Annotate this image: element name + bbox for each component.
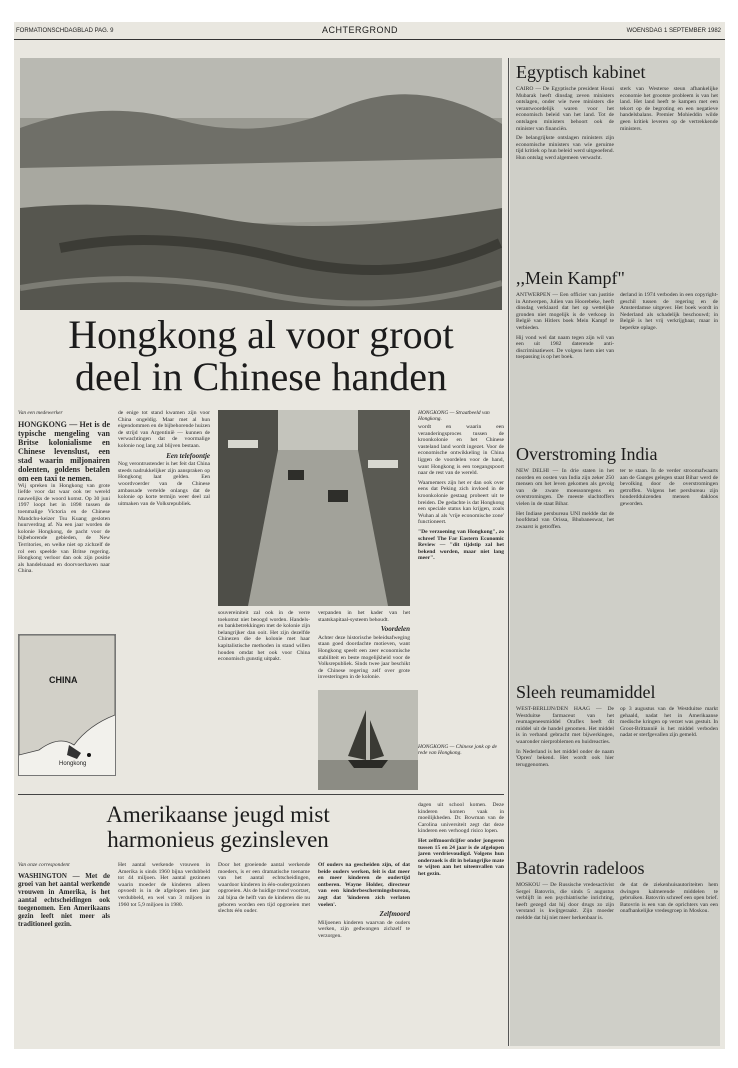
- amerika-lead: WASHINGTON — Met de groei van het aantal werkende vrouwen in Amerika, is het aantal echtscheidingen ook toegenomen. Een Amerikaans gezin leeft niet meer als traditioneel gezin.: [18, 871, 110, 928]
- india-col2-text: ter te staan. In de verder stroomafwaarts aan de Ganges gelegen staat Bihar werd de bevolking door de overstromingen getroffen. Volgens het persbureau zijn honderdduizenden mensen dakloos geworden.: [620, 468, 718, 507]
- hongkong-byline: Van een medewerker: [18, 410, 63, 416]
- egypte-col1b-text: De belangrijkste ontslagen ministers zijn economische ministers van wie geruime tijd kritiek op hun beleid werd uitgeoefend. Hun ontslag werd algemeen verwacht.: [516, 135, 614, 161]
- batovrin-col1-text: MOSKOU — De Russische vredesactivist Sergei Batovrin, die sinds 5 augustus verblijft in een psychiatrische inrichting, heeft gezegd dat hij door drugs zo zijn verstand is kwijtgeraakt. Zijn moeder meldde dat hij niet meer herkenbaar is.: [516, 882, 614, 921]
- amerika-column-5: [418, 802, 504, 1046]
- subhead-zelfmoord: Zelfmoord: [379, 910, 410, 919]
- sidebar-divider: [508, 58, 509, 1046]
- batovrin-column-2: [620, 882, 718, 1042]
- amerika-col3b-text: Miljoenen kinderen waarvan de ouders werken, zijn gedwongen zichzelf te verzorgen.: [318, 919, 410, 939]
- amerika-column-3: [218, 862, 310, 1046]
- hongkong-column-3: [218, 610, 310, 790]
- hongkong-col5b-text: Waarnemers zijn het er dan ook over eens dat Peking zich invloed in de kroonkolonie gestaag probeert uit te breiden. De gedachte is dat Hongkong een speciale status kan krijgen, zoals Wuhan al als 'vrije economische zone' functioneert.: [418, 479, 504, 526]
- amerika-col2-text: Door het groeiende aantal werkende moeders, is er een dramatische toename van het aantal echtscheidingen, waardoor kinderen in één-oudergezinnen opgroeien. Als de huidige trend voortzet, zal bijna de helft van de kinderen die nu geboren worden een tijd opgroeien met slechts één ouder.: [218, 862, 310, 915]
- hongkong-panorama-photo: [20, 58, 502, 310]
- hongkong-col2-text: de enige tot stand kwamen zijn voor China ongeldig. Maar met al hun eigendommen en de bijbehorende huizen de strijd van Argentinië — kunnen de verwachtingen dat de voormalige kolonie nog lang zal blijven bestaan.: [118, 410, 210, 449]
- subhead-telefoontje: Een telefoontje: [166, 451, 210, 460]
- amerika-byline: Van onze correspondent: [18, 862, 70, 868]
- mein-kampf-col1-text: ANTWERPEN — Een officier van justitie in Antwerpen, Julien van Hoorebeke, heeft dinsdag verklaard dat het op wettelijke gronden niet mogelijk is de verkoop in België van Hitlers boek Mein Kampf te verbieden.: [516, 292, 614, 331]
- india-column-1: [516, 468, 614, 678]
- header-rule: [14, 39, 725, 40]
- map-label-hongkong: Hongkong: [59, 761, 87, 767]
- egypte-column-1: [516, 86, 614, 266]
- india-column-2: [620, 468, 718, 678]
- batovrin-headline: Batovrin radeloos: [516, 858, 645, 878]
- mein-kampf-column-1: [516, 292, 614, 442]
- hongkong-col5-text: wordt en waarin een veranderingsproces tussen de kroonkolonie en het Chinese vasteland land wordt ingezet. Voor de economische ontwikkeling in China liggen de voordelen voor de hand, want Hongkong is een toegangspoort naar de rest van de wereld.: [418, 424, 504, 477]
- hongkong-lead: HONGKONG — Het is de typische mengeling van Britse kolonialisme en Chinese levenslust, een stad waarin miljonairen dolenten, goldens betalen om een taxi te nemen.: [18, 419, 110, 483]
- amerika-col4-text: dagen uit school komen. Deze kinderen komen vaak in moeilijkheden. Dr. Bowman van de Carolina universiteit zegt dat deze kinderen een verhoogd risico lopen.: [418, 802, 504, 835]
- egypte-column-2: [620, 86, 718, 266]
- mein-kampf-column-2: [620, 292, 718, 442]
- sleeh-headline: Sleeh reumamiddel: [516, 682, 656, 702]
- amerika-headline-line2: harmonieus gezinsleven: [107, 827, 329, 852]
- mein-kampf-col1b-text: Hij vond wel dat naam tegen zijn wil van een uit 1982 daterende anti-discriminatiewet. De volgens hem niet van toepassing is op het boek.: [516, 334, 614, 361]
- sleeh-col1-text: WEST-BERLIJN/DEN HAAG — De Westduitse farmaceut van het reumageneesmiddel Oraflex heeft dit middel uit de handel genomen. Het middel is in verband gebracht met bijwerkingen, waaronder nierproblemen en huidreacties.: [516, 706, 614, 745]
- amerika-col1-text: Het aantal werkende vrouwen in Amerika is sinds 1960 bijna verdubbeld tot 44 miljoen. Het aantal gezinnen waarin moeder de kinderen alleen opvoedt is in de afgelopen tien jaar verdubbeld, en wel van 3 miljoen in 1960 tot 5,9 miljoen in 1980.: [118, 862, 210, 908]
- sleeh-col2-text: op 3 augustus van de Westduitse markt gehaald, nadat het in Amerikaanse medische kringen op verzet was gestuit. In Groot-Brittannië is het middel verboden nadat er sterfgevallen zijn gemeld.: [620, 706, 718, 739]
- egypte-col2-text: sterk van Westerse steun afhankelijke economie het grootste probleem is van het land. Het land heeft te kampen met een tekort op de begroting en een negatieve handelsbalans. Premier Mohieddin wilde geen kritiek leveren op de vertrekkende ministers.: [620, 86, 718, 132]
- hongkong-column-2: [118, 410, 210, 790]
- junk-photo: [318, 690, 418, 790]
- egypte-col1-text: CAIRO — De Egyptische president Hosni Mubarak heeft dinsdag zeven ministers ontslagen, onder wie twee ministers die verantwoordelijk waren voor het economisch beleid van het land. Tot de ontslagen ministers behoort ook de minister van financiën.: [516, 86, 614, 132]
- street-image: [218, 410, 410, 606]
- egypte-headline: Egyptisch kabinet: [516, 62, 646, 82]
- amerika-column-2: [118, 862, 210, 1046]
- india-col1-text: NEW DELHI — In drie staten in het noorden en oosten van India zijn zeker 250 mensen om het leven gekomen als gevolg van de zware moessonregens en overstromingen. De meeste slachtoffers vielen in de staat Bihar.: [516, 468, 614, 507]
- batovrin-column-1: [516, 882, 614, 1042]
- amerika-column-1: [18, 862, 110, 1046]
- section-title: ACHTERGROND: [322, 25, 399, 35]
- china-map: [18, 634, 116, 776]
- sleeh-column-2: [620, 706, 718, 856]
- hongkong-headline-line1: Hongkong al voor groot: [68, 312, 454, 357]
- hongkong-col3-text: souvereiniteit zal ook in de verre toekomst niet beoogd worden. Handels- en bankbetrekkingen met de kolonie zijn belangrijker dan ooit. Het zijn dezelfde Chinezen die de kolonie met haar kapitalistische methoden in stand willen houden omdat het ook voor China economisch gunstig uitpakt.: [218, 610, 310, 663]
- hongkong-column-5: [418, 424, 504, 740]
- street-photo-caption: HONGKONG — Straatbeeld van Hongkong.: [418, 410, 490, 423]
- hongkong-col4b-text: Achter deze historische beleidsafweging staan goed doordachte motieven, want Hongkong speelt een zeer economische stabiliteit en beste mogelijkheid voor de Volksrepubliek. Sinds twee jaar beschikt de Chinese regering zelf over grote investeringen in de kolonie.: [318, 634, 410, 681]
- section-divider: [18, 794, 504, 795]
- panorama-image: [20, 58, 502, 310]
- junk-image: [318, 690, 418, 790]
- hongkong-col1-text: Wij spreken in Hongkong van grote liefde voor dat waar ook ter wereld nauwelijks de woord komst. Op 30 juni 1997 loopt het in 1898 tussen de toenmalige Victoria en de Chinese Mandchu-keizer Tsu Kuang gesloten huurverdrag af. Na een jaar worden de kolonie Hongkong, de pacht voor de bijbehorende gebieden, de New Territories, en welke niet op zichzelf de rol een speelde van Britse regering. Hongkong verloor dan ook zijn positie als handelsnaad en doorvoerhaven naar China.: [18, 482, 110, 575]
- hongkong-headline: [20, 314, 502, 398]
- junk-photo-caption: HONGKONG — Chinese jonk op de rede van Hongkong.: [418, 744, 497, 757]
- header-date: WOENSDAG 1 SEPTEMBER 1982: [626, 28, 721, 34]
- page-header: [14, 22, 725, 40]
- mein-kampf-col2-text: derland in 1974 verboden in een copyright-geschil tussen de regering en de Amsterdamse uitgever. Het boek wordt in Nederland als schadelijk beschouwd; in België is het vrij verkrijgbaar, maar in beperkte oplage.: [620, 292, 718, 331]
- mein-kampf-headline: ,,Mein Kampf": [516, 268, 625, 288]
- subhead-voordelen: Voordelen: [380, 625, 410, 634]
- header-left: FORMATIONSCHDAGBLAD PAG. 9: [16, 28, 114, 34]
- street-photo: [218, 410, 410, 606]
- amerika-headline: [18, 802, 418, 852]
- batovrin-col2-text: de dat de ziekenhuisautoriteiten hem dwingen kalmerende middelen te gebruiken. Batovrin schreef een open brief. Batovrin is een van de oprichters van een onafhankelijke vredesgroep in Moskou.: [620, 882, 718, 915]
- amerika-col3-text: Of ouders na gescheiden zijn, of dat beide ouders werken, feit is dat meer en meer kinderen de oudertijd ontberen. Wayne Holder, directeur van een kinderbeschermingsbureau, zegt dat 'kinderen zich verlaten voelen'.: [318, 862, 410, 908]
- amerika-col4b-text: Het zelfmoordcijfer onder jongeren tussen 15 en 24 jaar is de afgelopen jaren verdrievoudigd. Volgens hun onderzoek is dit in belangrijke mate te wijten aan het uiteenvallen van het gezin.: [418, 837, 504, 877]
- amerika-headline-line1: Amerikaanse jeugd mist: [106, 802, 330, 827]
- map-graphic: [19, 635, 115, 775]
- hongkong-quote: "De verzoening van Hongkong", zo schreef The Far Eastern Economic Review — "dit tijdstip zal het bekend worden, maar niet lang meer".: [418, 528, 504, 562]
- sleeh-col1b-text: In Nederland is het middel onder de naam 'Opren' bekend. Het wordt ook hier teruggenomen.: [516, 748, 614, 768]
- newspaper-page: [14, 22, 725, 1049]
- sleeh-column-1: [516, 706, 614, 856]
- amerika-column-4: [318, 862, 410, 1046]
- hongkong-column-1: [18, 410, 110, 630]
- hongkong-headline-line2: deel in Chinese handen: [74, 354, 448, 399]
- map-label-china: CHINA: [49, 675, 78, 685]
- india-headline: Overstroming India: [516, 444, 658, 464]
- hongkong-col2b-text: Nog verontrustender is het feit dat China steeds nadrukkelijker zijn aanspraken op Hongkong laat gelden. Een woordvoerder van de Chinese ambassade vertelde onlangs dat de kolonie op korte termijn weer deel zal uitmaken van de Volksrepubliek.: [118, 461, 210, 507]
- hongkong-col4-text: verpanden in het kader van het staatskapitaal-systeem behoudt.: [318, 610, 410, 623]
- india-col1b-text: Het Indiase persbureau UNI meldde dat de hoofdstad van Orissa, Bhubaneswar, het zwaarst is getroffen.: [516, 510, 614, 530]
